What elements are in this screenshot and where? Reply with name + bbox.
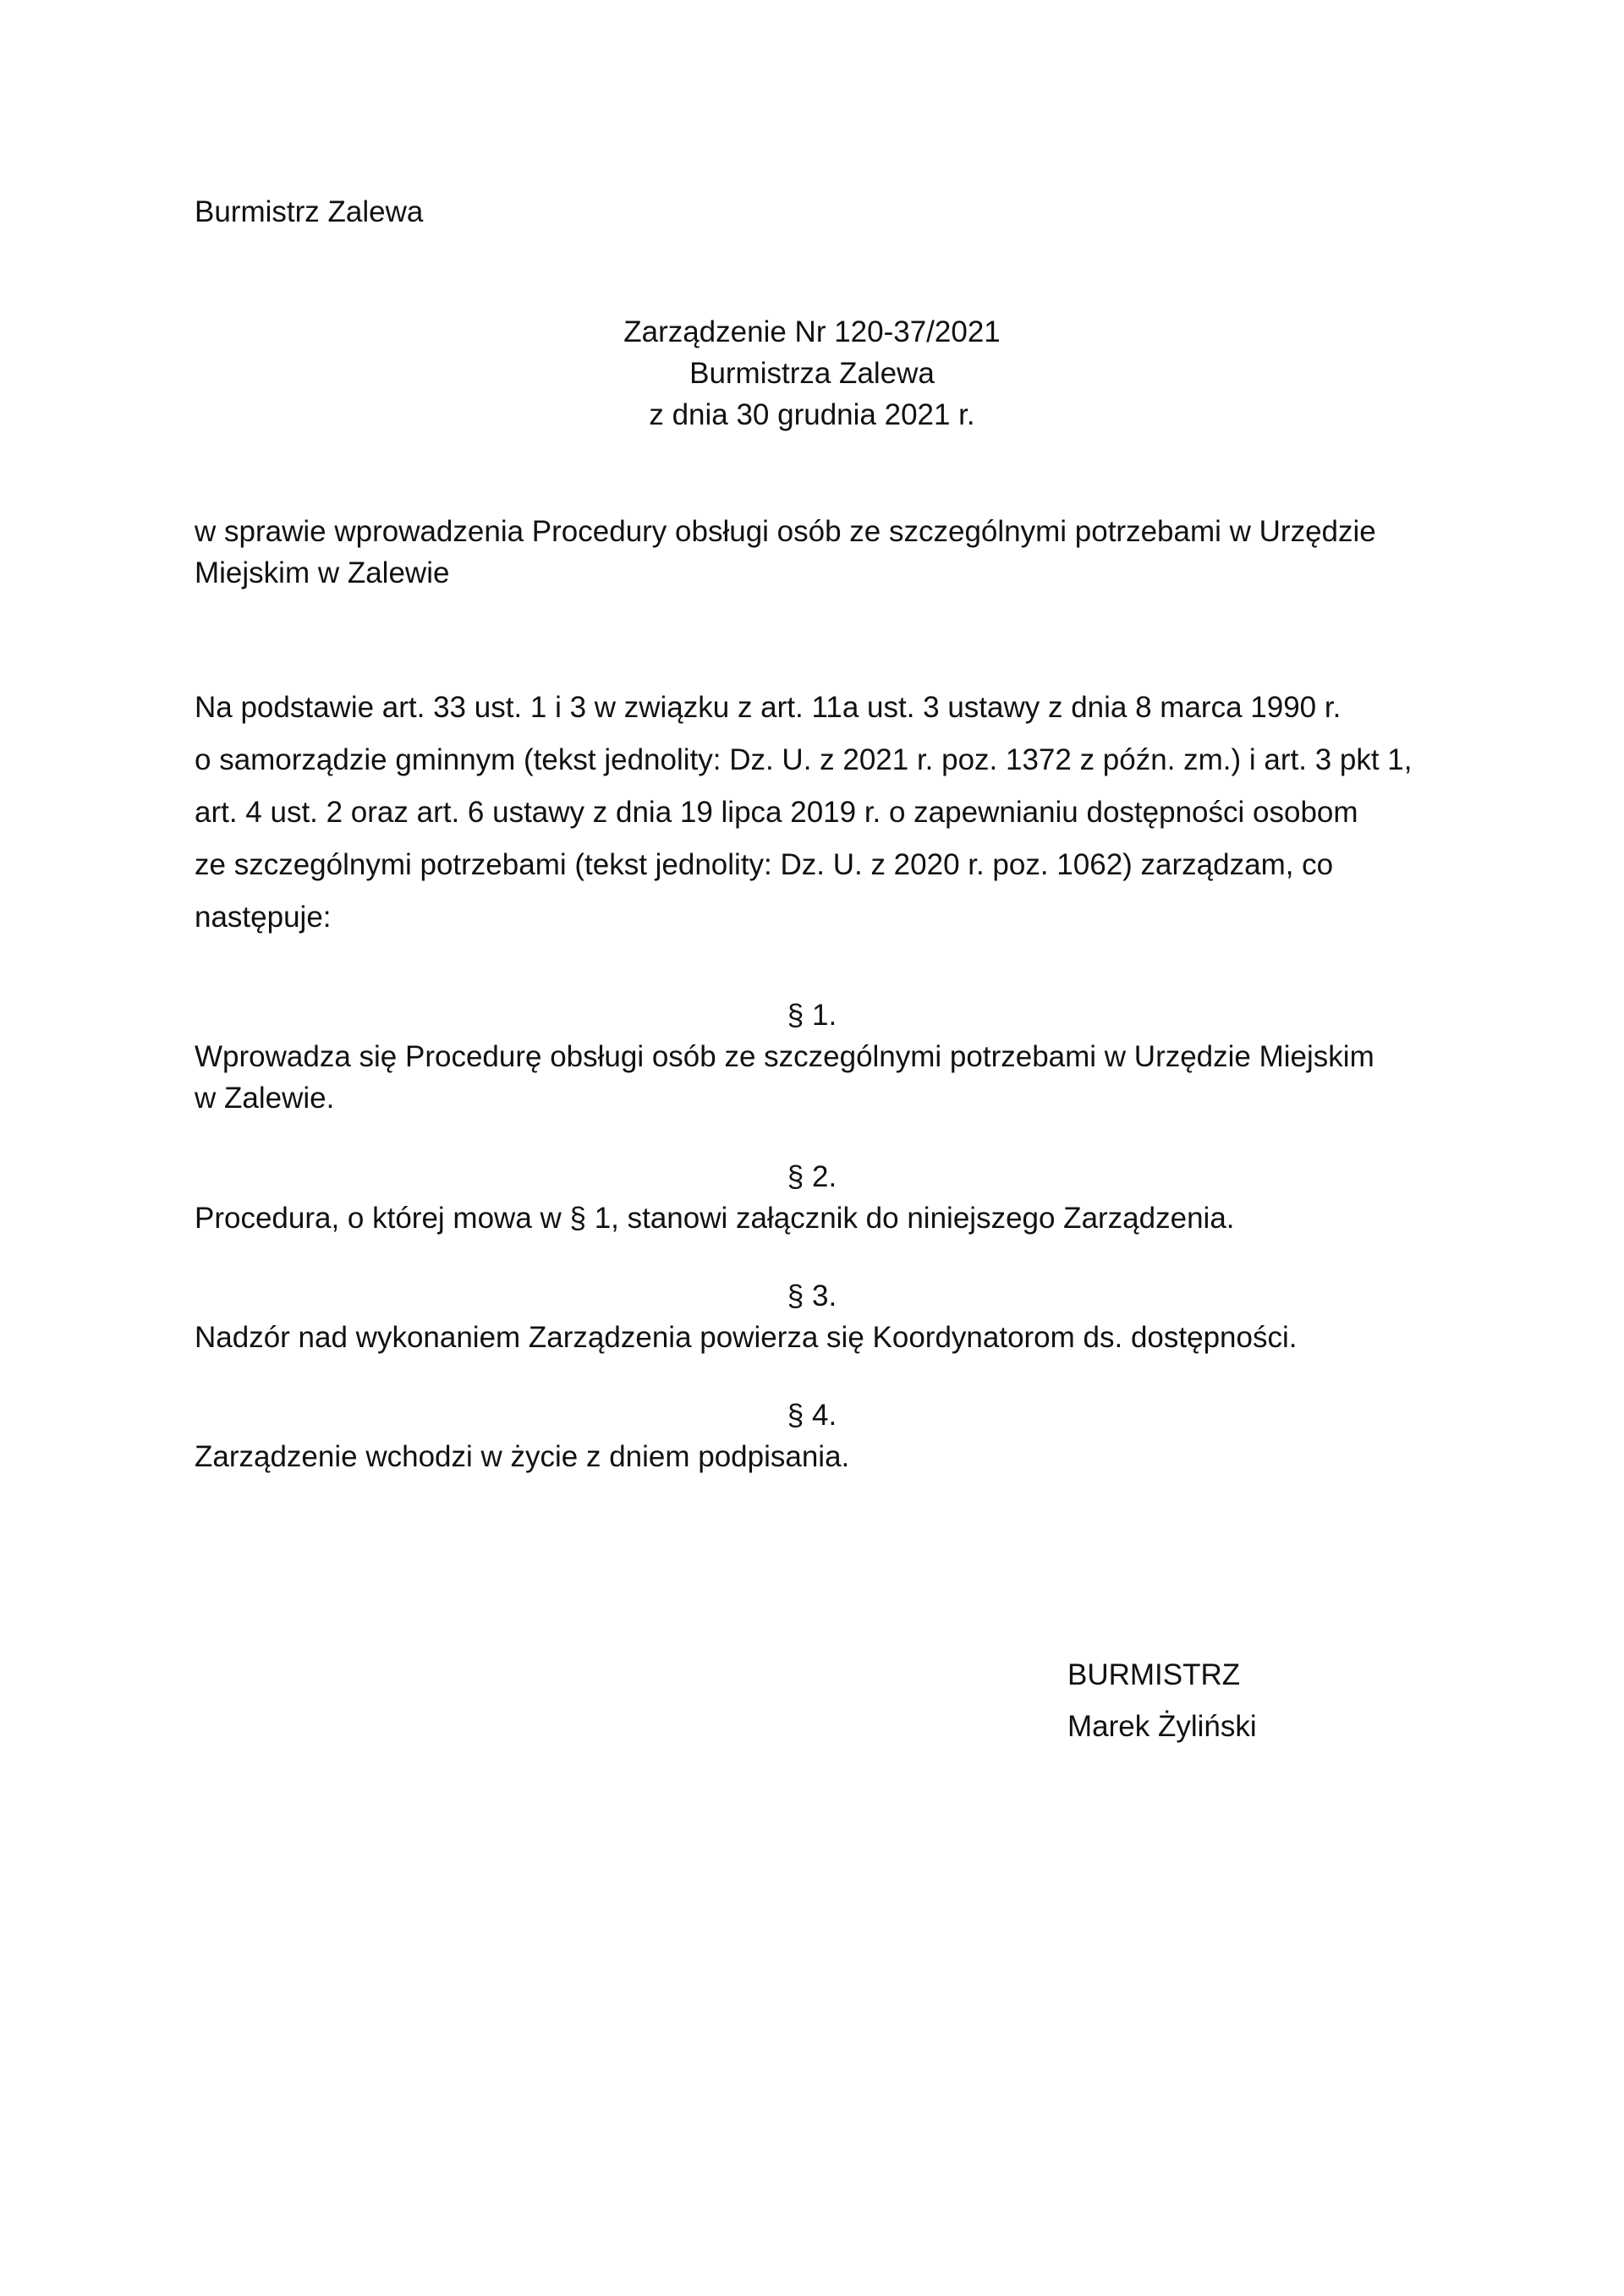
section-1-text-line-1: Wprowadza się Procedurę obsługi osób ze szczególnymi potrzebami w Urzędzie Miejskim bbox=[195, 1040, 1374, 1073]
title-line-3: z dnia 30 grudnia 2021 r. bbox=[649, 398, 975, 431]
signature-name: Marek Żyliński bbox=[1067, 1710, 1257, 1743]
signature-role: BURMISTRZ bbox=[1067, 1658, 1241, 1691]
legal-basis-line: ze szczególnymi potrzebami (tekst jednolity: Dz. U. z 2020 r. poz. 1062) zarządzam, co bbox=[195, 848, 1334, 881]
section-4-mark: § 4. bbox=[787, 1399, 837, 1432]
title-line-1: Zarządzenie Nr 120-37/2021 bbox=[623, 315, 1001, 348]
section-2-mark: § 2. bbox=[787, 1160, 837, 1193]
title-line-2: Burmistrza Zalewa bbox=[689, 357, 935, 390]
legal-basis-line: o samorządzie gminnym (tekst jednolity: Dz. U. z 2021 r. poz. 1372 z późn. zm.) i art. 3 pkt 1, bbox=[195, 743, 1413, 776]
subject-line-2: Miejskim w Zalewie bbox=[195, 556, 450, 589]
section-1-text-line-2: w Zalewie. bbox=[195, 1082, 335, 1115]
legal-basis bbox=[195, 682, 1463, 944]
issuer-header: Burmistrz Zalewa bbox=[195, 195, 424, 228]
section-1-mark: § 1. bbox=[787, 999, 837, 1032]
section-2-text: Procedura, o której mowa w § 1, stanowi załącznik do niniejszego Zarządzenia. bbox=[195, 1202, 1235, 1235]
subject-line-1: w sprawie wprowadzenia Procedury obsługi osób ze szczególnymi potrzebami w Urzędzie bbox=[195, 515, 1376, 548]
legal-basis-line: następuje: bbox=[195, 901, 332, 934]
section-3-text: Nadzór nad wykonaniem Zarządzenia powierza się Koordynatorom ds. dostępności. bbox=[195, 1321, 1298, 1354]
legal-basis-line: art. 4 ust. 2 oraz art. 6 ustawy z dnia 19 lipca 2019 r. o zapewnianiu dostępności osobom bbox=[195, 796, 1358, 829]
legal-basis-line: Na podstawie art. 33 ust. 1 i 3 w związku z art. 11a ust. 3 ustawy z dnia 8 marca 1990 r. bbox=[195, 691, 1341, 724]
section-4-text: Zarządzenie wchodzi w życie z dniem podpisania. bbox=[195, 1440, 850, 1473]
section-3-mark: § 3. bbox=[787, 1280, 837, 1312]
